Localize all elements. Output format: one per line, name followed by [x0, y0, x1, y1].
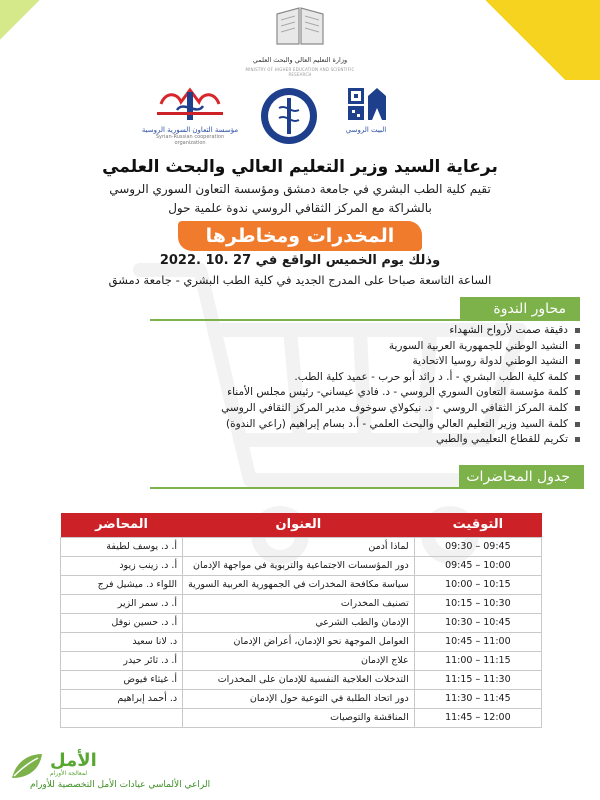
- table-row: [61, 575, 542, 594]
- row-time: 11:30 – 11:45: [414, 689, 541, 708]
- row-speaker: [61, 708, 183, 727]
- schedule-table: [60, 513, 542, 728]
- table-row: [61, 613, 542, 632]
- table-row: [61, 537, 542, 556]
- organizers-line: تقيم كلية الطب البشري في جامعة دمشق ومؤسسة التعاون السوري الروسي: [109, 182, 491, 196]
- table-row: [61, 689, 542, 708]
- agenda-list: [200, 323, 580, 448]
- row-time: 11:15 – 11:30: [414, 670, 541, 689]
- row-time: 10:00 – 10:15: [414, 575, 541, 594]
- row-title: علاج الإدمان: [183, 651, 415, 670]
- russian-house-logo: [336, 86, 396, 148]
- leaf-icon: [10, 752, 44, 780]
- sponsor-line: الراعي الألماسي عيادات الأمل التخصصية للأورام: [30, 780, 211, 790]
- agenda-divider: [150, 319, 460, 321]
- row-time: 10:45 – 11:00: [414, 632, 541, 651]
- corner-decoration-right: [450, 0, 600, 80]
- schedule-header-row: [61, 513, 542, 537]
- row-speaker: د. لانا سعيد: [61, 632, 183, 651]
- faculty-seal-icon: [259, 86, 319, 146]
- header-time: التوقيت: [414, 513, 541, 537]
- row-time: 11:45 – 12:00: [414, 708, 541, 727]
- row-speaker: أ. د. زينب زيود: [61, 556, 183, 575]
- sponsor-logo: [10, 750, 300, 798]
- row-speaker: أ. د. ثائر حيدر: [61, 651, 183, 670]
- row-speaker: أ. د. يوسف لطيفة: [61, 537, 183, 556]
- sponsor-brand: الأمل: [50, 750, 97, 771]
- bullet-icon: [575, 328, 580, 333]
- russian-house-caption: البيت الروسي: [345, 126, 387, 134]
- cooperation-organization-caption: مؤسسة التعاون السورية الروسية: [141, 126, 239, 134]
- bullet-icon: [575, 406, 580, 411]
- row-title: دور اتحاد الطلبة في التوعية حول الإدمان: [183, 689, 415, 708]
- bullet-icon: [575, 390, 580, 395]
- row-speaker: اللواء د. ميشيل فرج: [61, 575, 183, 594]
- agenda-item: النشيد الوطني للجمهورية العربية السورية: [200, 339, 580, 355]
- table-row: [61, 556, 542, 575]
- row-speaker: د. أحمد إبراهيم: [61, 689, 183, 708]
- row-speaker: أ. د. حسين نوفل: [61, 613, 183, 632]
- schedule-section-title: جدول المحاضرات: [459, 465, 584, 489]
- row-time: 09:45 – 10:00: [414, 556, 541, 575]
- event-time-location: الساعة التاسعة صباحا على المدرج الجديد في كلية الطب البشري - جامعة دمشق: [108, 273, 492, 287]
- header-title: العنوان: [183, 513, 415, 537]
- table-row: [61, 632, 542, 651]
- bullet-icon: [575, 375, 580, 380]
- medicine-faculty-logo: [254, 86, 324, 148]
- bullet-icon: [575, 422, 580, 427]
- cooperation-organization-logo: [140, 86, 240, 148]
- partnership-line: بالشراكة مع المركز الثقافي الروسي ندوة علمية حول: [168, 201, 432, 215]
- agenda-section-title: محاور الندوة: [460, 297, 580, 321]
- row-time: 10:15 – 10:30: [414, 594, 541, 613]
- agenda-item: كلمة مؤسسة التعاون السوري الروسي - د. فادي عيساني- رئيس مجلس الأمناء: [200, 385, 580, 401]
- bullet-icon: [575, 344, 580, 349]
- row-title: سياسة مكافحة المخدرات في الجمهورية العربية السورية: [183, 575, 415, 594]
- agenda-item: تكريم للقطاع التعليمي والطبي: [200, 432, 580, 448]
- topic-banner: [178, 221, 422, 251]
- row-time: 10:30 – 10:45: [414, 613, 541, 632]
- row-time: 09:30 – 09:45: [414, 537, 541, 556]
- open-book-icon: [273, 4, 327, 48]
- row-title: المناقشة والتوصيات: [183, 708, 415, 727]
- agenda-item: النشيد الوطني لدولة روسيا الاتحادية: [200, 354, 580, 370]
- row-title: لماذا أدمن: [183, 537, 415, 556]
- row-title: الإدمان والطب الشرعي: [183, 613, 415, 632]
- row-title: العوامل الموجهة نحو الإدمان، أعراض الإدمان: [183, 632, 415, 651]
- agenda-item: كلمة السيد وزير التعليم العالي والبحث العلمي - أ.د بسام إبراهيم (راعي الندوة): [200, 417, 580, 433]
- russian-house-icon: [346, 86, 386, 122]
- row-title: دور المؤسسات الاجتماعية والتربوية في مواجهة الإدمان: [183, 556, 415, 575]
- table-row: [61, 670, 542, 689]
- table-row: [61, 651, 542, 670]
- topic-banner-title: المخدرات ومخاطرها: [205, 225, 395, 247]
- cooperation-organization-caption-en: Syrian-Russian cooperation organization: [155, 134, 225, 146]
- table-row: [61, 594, 542, 613]
- ministry-logo: [240, 4, 360, 86]
- row-time: 11:00 – 11:15: [414, 651, 541, 670]
- row-speaker: أ. د. سمر الزير: [61, 594, 183, 613]
- table-row: [61, 708, 542, 727]
- partner-logos: [0, 86, 600, 148]
- header-speaker: المحاضر: [61, 513, 183, 537]
- agenda-item: دقيقة صمت لأرواح الشهداء: [200, 323, 580, 339]
- schedule-divider: [150, 487, 460, 489]
- row-speaker: أ. غيثاء فيوض: [61, 670, 183, 689]
- ministry-name: وزارة التعليم العالي والبحث العلمي: [252, 56, 348, 64]
- ministry-name-en: MINISTRY OF HIGHER EDUCATION AND SCIENTIFIC RESEARCH: [245, 67, 355, 77]
- row-title: تصنيف المخدرات: [183, 594, 415, 613]
- bullet-icon: [575, 359, 580, 364]
- corner-decoration-left: [0, 0, 40, 40]
- row-title: التدخلات العلاجية النفسية للإدمان على المخدرات: [183, 670, 415, 689]
- event-date: وذلك يوم الخميس الواقع في 27 .10 .2022: [159, 253, 441, 268]
- bullet-icon: [575, 437, 580, 442]
- caduceus-heart-icon: [155, 86, 225, 122]
- patronage-title: برعاية السيد وزير التعليم العالي والبحث العلمي: [102, 157, 498, 177]
- agenda-item: كلمة كلية الطب البشري - أ. د رائد أبو حرب - عميد كلية الطب.: [200, 370, 580, 386]
- sponsor-brand-sub: لمعالجة الأورام: [50, 770, 88, 777]
- agenda-item: كلمة المركز الثقافي الروسي - د. نيكولاي سوخوف مدير المركز الثقافي الروسي: [200, 401, 580, 417]
